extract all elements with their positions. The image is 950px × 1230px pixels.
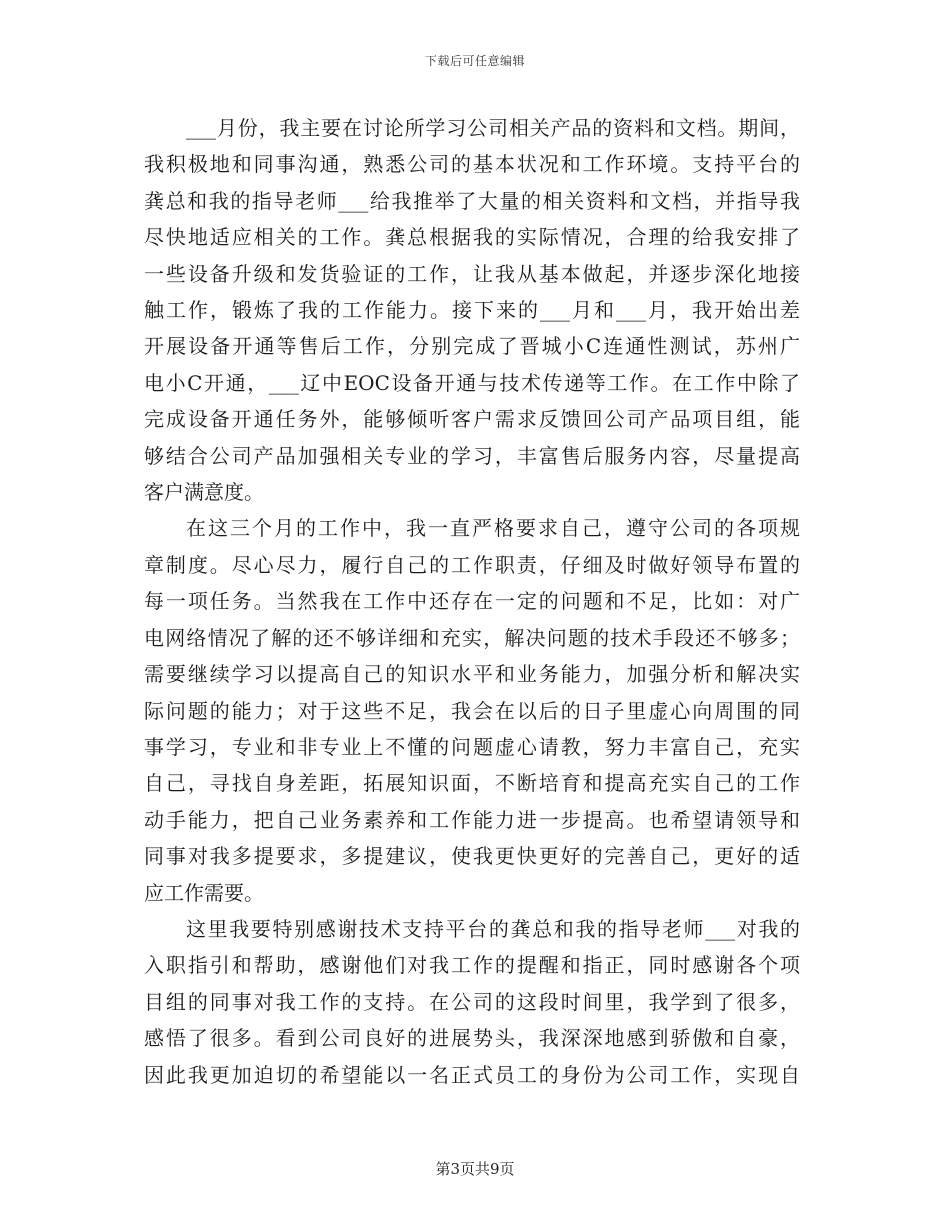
text-line: 在这三个月的工作中，我一直严格要求自己，遵守公司的各项规: [186, 516, 800, 541]
text-line: 自己，寻找自身差距，拓展知识面，不断培育和提高充实自己的工作: [144, 771, 800, 796]
text-line: 动手能力，把自己业务素养和工作能力进一步提高。也希望请领导和: [144, 807, 800, 832]
page-footer: 第3页共9页: [435, 1160, 515, 1178]
text-line: 一些设备升级和发货验证的工作，让我从基本做起，并逐步深化地接: [144, 261, 800, 286]
text-line: 应工作需要。: [144, 880, 264, 905]
text-line: 龚总和我的指导老师___给我推举了大量的相关资料和文档，并指导我: [144, 188, 800, 213]
text-line: 入职指引和帮助，感谢他们对我工作的提醒和指正，同时感谢各个项: [144, 953, 800, 978]
text-line: 需要继续学习以提高自己的知识水平和业务能力，加强分析和解决实: [144, 662, 800, 687]
text-line: 尽快地适应相关的工作。龚总根据我的实际情况，合理的给我安排了: [144, 225, 800, 250]
page-header: 下载后可任意编辑: [424, 54, 525, 68]
paragraph: [144, 110, 800, 510]
text-line: 同事对我多提要求，多提建议，使我更快更好的完善自己，更好的适: [144, 844, 800, 869]
text-line: 感悟了很多。看到公司良好的进展势头，我深深地感到骄傲和自豪，: [144, 1026, 800, 1051]
text-line: 事学习，专业和非专业上不懂的问题虚心请教，努力丰富自己，充实: [144, 734, 800, 759]
document-body: [144, 110, 800, 1093]
text-line: 章制度。尽心尽力，履行自己的工作职责，仔细及时做好领导布置的: [144, 552, 800, 577]
text-line: 我积极地和同事沟通，熟悉公司的基本状况和工作环境。支持平台的: [144, 152, 800, 177]
text-line: 电小C开通，___辽中EOC设备开通与技术传递等工作。在工作中除了: [144, 370, 800, 395]
text-line: 目组的同事对我工作的支持。在公司的这段时间里，我学到了很多，: [144, 989, 800, 1014]
text-line: 完成设备开通任务外，能够倾听客户需求反馈回公司产品项目组，能: [144, 407, 800, 432]
paragraph: [144, 911, 800, 1093]
text-line: 客户满意度。: [144, 480, 264, 505]
text-line: 因此我更加迫切的希望能以一名正式员工的身份为公司工作，实现自: [144, 1062, 800, 1087]
text-line: 电网络情况了解的还不够详细和充实，解决问题的技术手段还不够多；: [144, 625, 800, 650]
paragraph: [144, 510, 800, 910]
text-line: 这里我要特别感谢技术支持平台的龚总和我的指导老师___对我的: [186, 916, 800, 941]
text-line: 际问题的能力；对于这些不足，我会在以后的日子里虚心向周围的同: [144, 698, 800, 723]
text-line: 开展设备开通等售后工作，分别完成了晋城小C连通性测试，苏州广: [144, 334, 800, 359]
text-line: 触工作，锻炼了我的工作能力。接下来的___月和___月，我开始出差: [144, 298, 800, 323]
text-line: 每一项任务。当然我在工作中还存在一定的问题和不足，比如：对广: [144, 589, 800, 614]
text-line: ___月份，我主要在讨论所学习公司相关产品的资料和文档。期间，: [186, 116, 800, 140]
text-line: 够结合公司产品加强相关专业的学习，丰富售后服务内容，尽量提高: [144, 443, 800, 468]
